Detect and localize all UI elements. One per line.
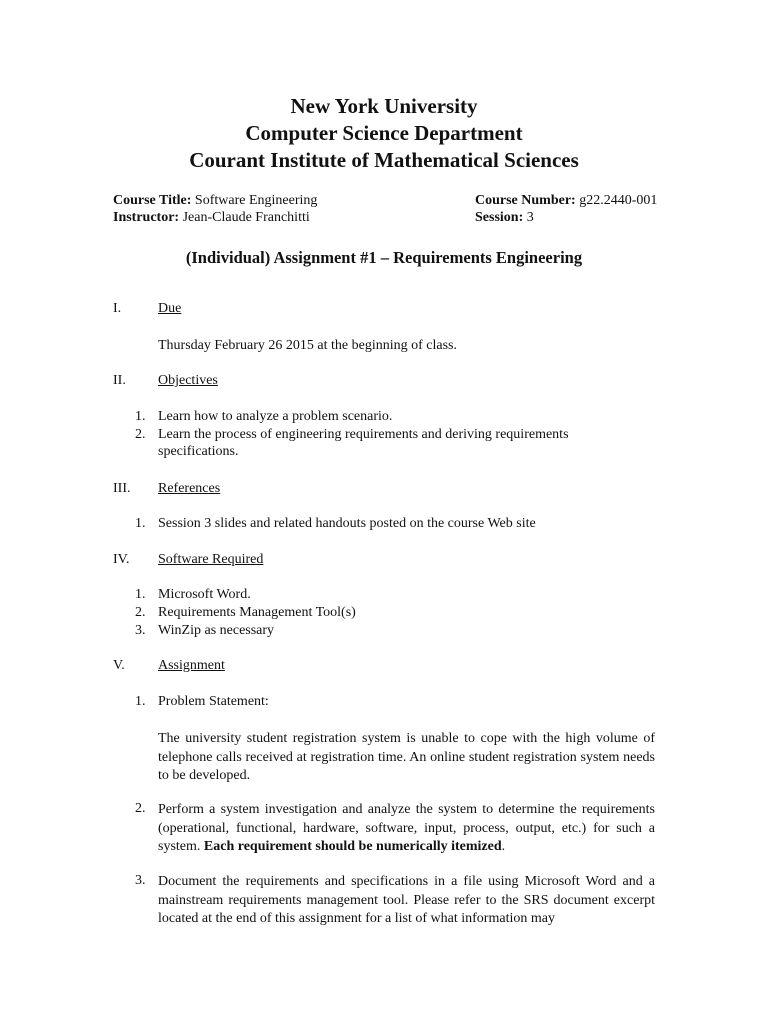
due-date-text: Thursday February 26 2015 at the beginning of class. [158,338,457,353]
list-item-number: 2. [135,427,146,442]
list-item: Learn how to analyze a problem scenario. [158,409,393,424]
session-row [475,210,534,226]
course-title-value: Software Engineering [194,193,318,208]
section-heading-objectives: Objectives [158,373,218,388]
list-item: Microsoft Word. [158,587,251,602]
assignment-title: (Individual) Assignment #1 – Requirements Engineering [185,248,583,267]
item2-end: . [501,839,506,854]
document-requirements-text: Document the requirements and specifications in a file using Microsoft Word and a mainstream requirements management tool. Please refer to the SRS document excerpt located at the end of this assignment for a list of what information may [158,874,655,926]
list-item: Learn the process of engineering requirements and deriving requirements [158,427,569,442]
list-item: Requirements Management Tool(s) [158,605,356,620]
university-name: New York University [290,94,478,118]
institute-name: Courant Institute of Mathematical Sciences [189,148,579,172]
list-item-number: 1. [135,694,146,709]
instructor-label: Instructor: [113,210,180,225]
course-number-label: Course Number: [475,193,576,208]
course-title-label: Course Title: [113,193,192,208]
section-heading-due: Due [158,301,182,316]
list-item-number: 1. [135,587,146,602]
list-item: Session 3 slides and related handouts posted on the course Web site [158,516,536,531]
section-heading-assignment: Assignment [158,658,225,673]
section-heading-references: References [158,481,221,496]
section-numeral-objectives: II. [113,373,126,388]
list-item-number: 2. [135,801,146,816]
section-numeral-software: IV. [113,552,130,567]
department-name: Computer Science Department [245,121,523,145]
session-value: 3 [526,210,534,225]
list-item-number: 3. [135,623,146,638]
session-label: Session: [475,210,524,225]
section-numeral-due: I. [113,301,122,316]
section-heading-software: Software Required [158,552,264,567]
course-number-row [475,193,657,209]
list-item-number: 3. [135,873,146,888]
section-numeral-references: III. [113,481,131,496]
section-numeral-assignment: V. [113,658,125,673]
system-investigation-text [158,801,655,857]
list-item-number: 2. [135,605,146,620]
problem-statement-text: The university student registration system is unable to cope with the high volume of telephone calls received at registration time. An online student registration system needs to be developed. [158,731,655,783]
item2-text: Perform a system investigation and analyze the system to determine the requirements (operational, functional, hardware, software, input, process, output, etc.) for such a system. [158,802,655,854]
list-item-number: 1. [135,516,146,531]
item2-bold-emphasis: Each requirement should be numerically itemized [203,839,502,854]
course-title-row [113,193,317,209]
course-number-value: g22.2440-001 [579,193,658,208]
instructor-row [113,210,310,226]
problem-statement-label: Problem Statement: [158,694,269,709]
list-item-number: 1. [135,409,146,424]
list-item: WinZip as necessary [158,623,275,638]
list-item-continuation: specifications. [158,444,239,459]
instructor-value: Jean-Claude Franchitti [182,210,310,225]
